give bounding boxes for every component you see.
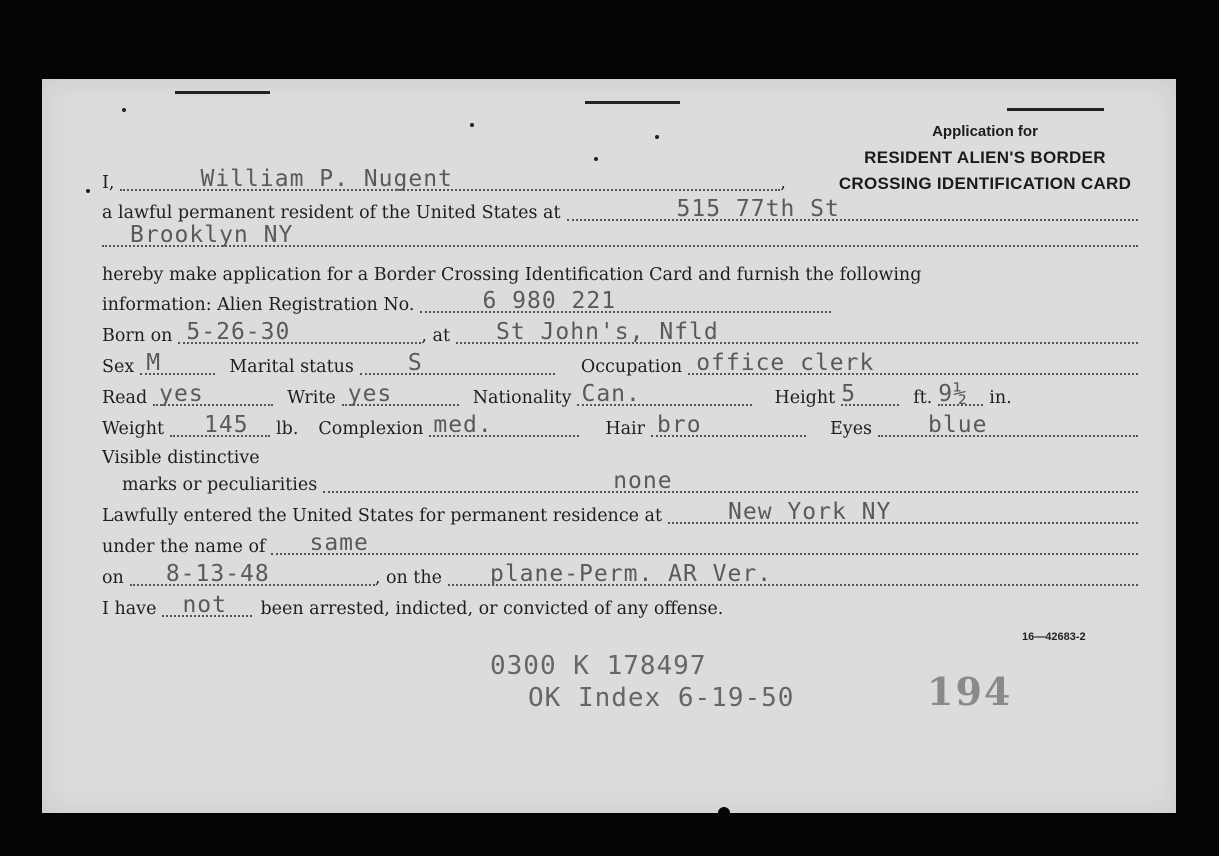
address-line-1-value: 515 77th St	[676, 196, 840, 222]
birth-place-value: St John's, Nfld	[496, 319, 719, 345]
entry-name-label: under the name of	[102, 537, 266, 557]
page-number: 194	[927, 669, 1013, 714]
row-alien-registration	[102, 288, 831, 317]
entry-date-field[interactable]	[130, 558, 375, 586]
nationality-label: Nationality	[472, 388, 572, 408]
stamp-line-2: OK Index 6-19-50	[528, 683, 795, 713]
eyes-field[interactable]	[878, 409, 1138, 437]
sex-field[interactable]	[140, 347, 215, 375]
birth-date-field[interactable]	[178, 316, 421, 344]
address-line-1-field[interactable]	[567, 193, 1138, 221]
height-label: Height	[774, 388, 836, 408]
entered-label: Lawfully entered the United States for permanent residence at	[102, 506, 663, 526]
read-value: yes	[159, 381, 204, 407]
arrest-statement-text: been arrested, indicted, or convicted of any offense.	[260, 599, 724, 619]
marital-status-label: Marital status	[229, 357, 354, 377]
read-label: Read	[102, 388, 148, 408]
marks-label-line-1: Visible distinctive	[102, 448, 260, 468]
inches-label: in.	[989, 388, 1012, 408]
weight-label: Weight	[102, 419, 165, 439]
vessel-value: plane-Perm. AR Ver.	[489, 561, 773, 587]
row-weight-complexion-hair-eyes	[102, 412, 1138, 441]
row-address-2	[102, 222, 1138, 251]
alien-registration-label: information: Alien Registration No.	[102, 295, 415, 315]
sex-label: Sex	[102, 357, 135, 377]
card-header	[830, 119, 1140, 197]
speck	[655, 135, 659, 139]
marks-field[interactable]	[323, 465, 1138, 493]
birth-place-field[interactable]	[456, 316, 1138, 344]
occupation-label: Occupation	[580, 357, 683, 377]
stamp-line-1: 0300 K 178497	[490, 651, 707, 681]
top-mark-right	[1007, 108, 1104, 111]
weight-value: 145	[204, 412, 249, 438]
header-line-2: RESIDENT ALIEN'S BORDER	[864, 148, 1106, 167]
card-notch	[718, 807, 730, 813]
top-mark-left	[175, 91, 270, 94]
arrest-status-field[interactable]	[162, 589, 252, 617]
name-value: William P. Nugent	[200, 166, 453, 192]
resident-label: a lawful permanent resident of the United States at	[102, 203, 561, 223]
at-label: , at	[421, 326, 450, 346]
name-field[interactable]	[120, 163, 780, 191]
alien-registration-value: 6 980 221	[482, 288, 617, 314]
vessel-field[interactable]	[448, 558, 1138, 586]
entry-date-value: 8-13-48	[165, 561, 270, 587]
complexion-field[interactable]	[429, 409, 579, 437]
read-field[interactable]	[153, 378, 273, 406]
comma-label: ,	[780, 173, 786, 193]
hair-value: bro	[657, 412, 702, 438]
row-read-write-nationality-height	[102, 381, 1138, 410]
height-feet-value: 5	[841, 381, 857, 407]
height-feet-field[interactable]	[841, 378, 899, 406]
header-line-3: CROSSING IDENTIFICATION CARD	[838, 174, 1132, 193]
complexion-label: Complexion	[318, 419, 424, 439]
hereby-text: hereby make application for a Border Crossing Identification Card and furnish the following	[102, 265, 922, 285]
address-line-2-field[interactable]	[102, 219, 1138, 247]
birth-date-value: 5-26-30	[186, 319, 291, 345]
entry-name-field[interactable]	[271, 527, 1138, 555]
write-label: Write	[287, 388, 336, 408]
pounds-label: lb.	[276, 419, 299, 439]
hair-field[interactable]	[651, 409, 806, 437]
i-have-label: I have	[102, 599, 157, 619]
entry-name-value: same	[309, 530, 369, 556]
occupation-field[interactable]	[688, 347, 1138, 375]
sex-value: M	[146, 350, 162, 376]
occupation-value: office clerk	[696, 350, 875, 376]
marks-label-line-2: marks or peculiarities	[122, 475, 318, 495]
row-sex-marital-occupation	[102, 350, 1138, 379]
marital-status-value: S	[407, 350, 423, 376]
row-entry-date-vessel	[102, 561, 1138, 590]
nationality-value: Can.	[581, 381, 641, 407]
speck	[122, 108, 126, 112]
height-inches-value: 9½	[938, 381, 968, 407]
marks-value: none	[613, 468, 673, 494]
eyes-value: blue	[928, 412, 988, 438]
top-mark-center	[585, 101, 680, 104]
entry-place-field[interactable]	[668, 496, 1138, 524]
row-hereby	[102, 261, 1138, 287]
row-name	[102, 166, 786, 195]
write-field[interactable]	[342, 378, 459, 406]
eyes-label: Eyes	[830, 419, 873, 439]
hair-label: Hair	[605, 419, 646, 439]
speck	[86, 189, 90, 193]
speck	[594, 157, 598, 161]
border-crossing-card	[42, 79, 1176, 813]
speck	[470, 123, 474, 127]
address-line-2-value: Brooklyn NY	[130, 222, 294, 248]
marital-status-field[interactable]	[360, 347, 555, 375]
row-entry-place	[102, 499, 1138, 528]
born-label: Born on	[102, 326, 173, 346]
arrest-status-value: not	[182, 592, 227, 618]
i-label: I,	[102, 173, 115, 193]
height-inches-field[interactable]	[938, 378, 983, 406]
nationality-field[interactable]	[577, 378, 752, 406]
row-arrest-statement	[102, 592, 1138, 621]
weight-field[interactable]	[170, 409, 270, 437]
on-label: on	[102, 568, 124, 588]
row-birth	[102, 319, 1138, 348]
alien-registration-field[interactable]	[420, 285, 831, 313]
form-number: 16—42683-2	[1022, 631, 1086, 643]
header-line-1: Application for	[932, 123, 1038, 140]
write-value: yes	[347, 381, 393, 407]
on-the-label: , on the	[374, 568, 442, 588]
feet-label: ft.	[913, 388, 933, 408]
entry-place-value: New York NY	[728, 499, 892, 525]
row-marks	[102, 468, 1138, 497]
row-entry-name	[102, 530, 1138, 559]
complexion-value: med.	[433, 412, 493, 438]
